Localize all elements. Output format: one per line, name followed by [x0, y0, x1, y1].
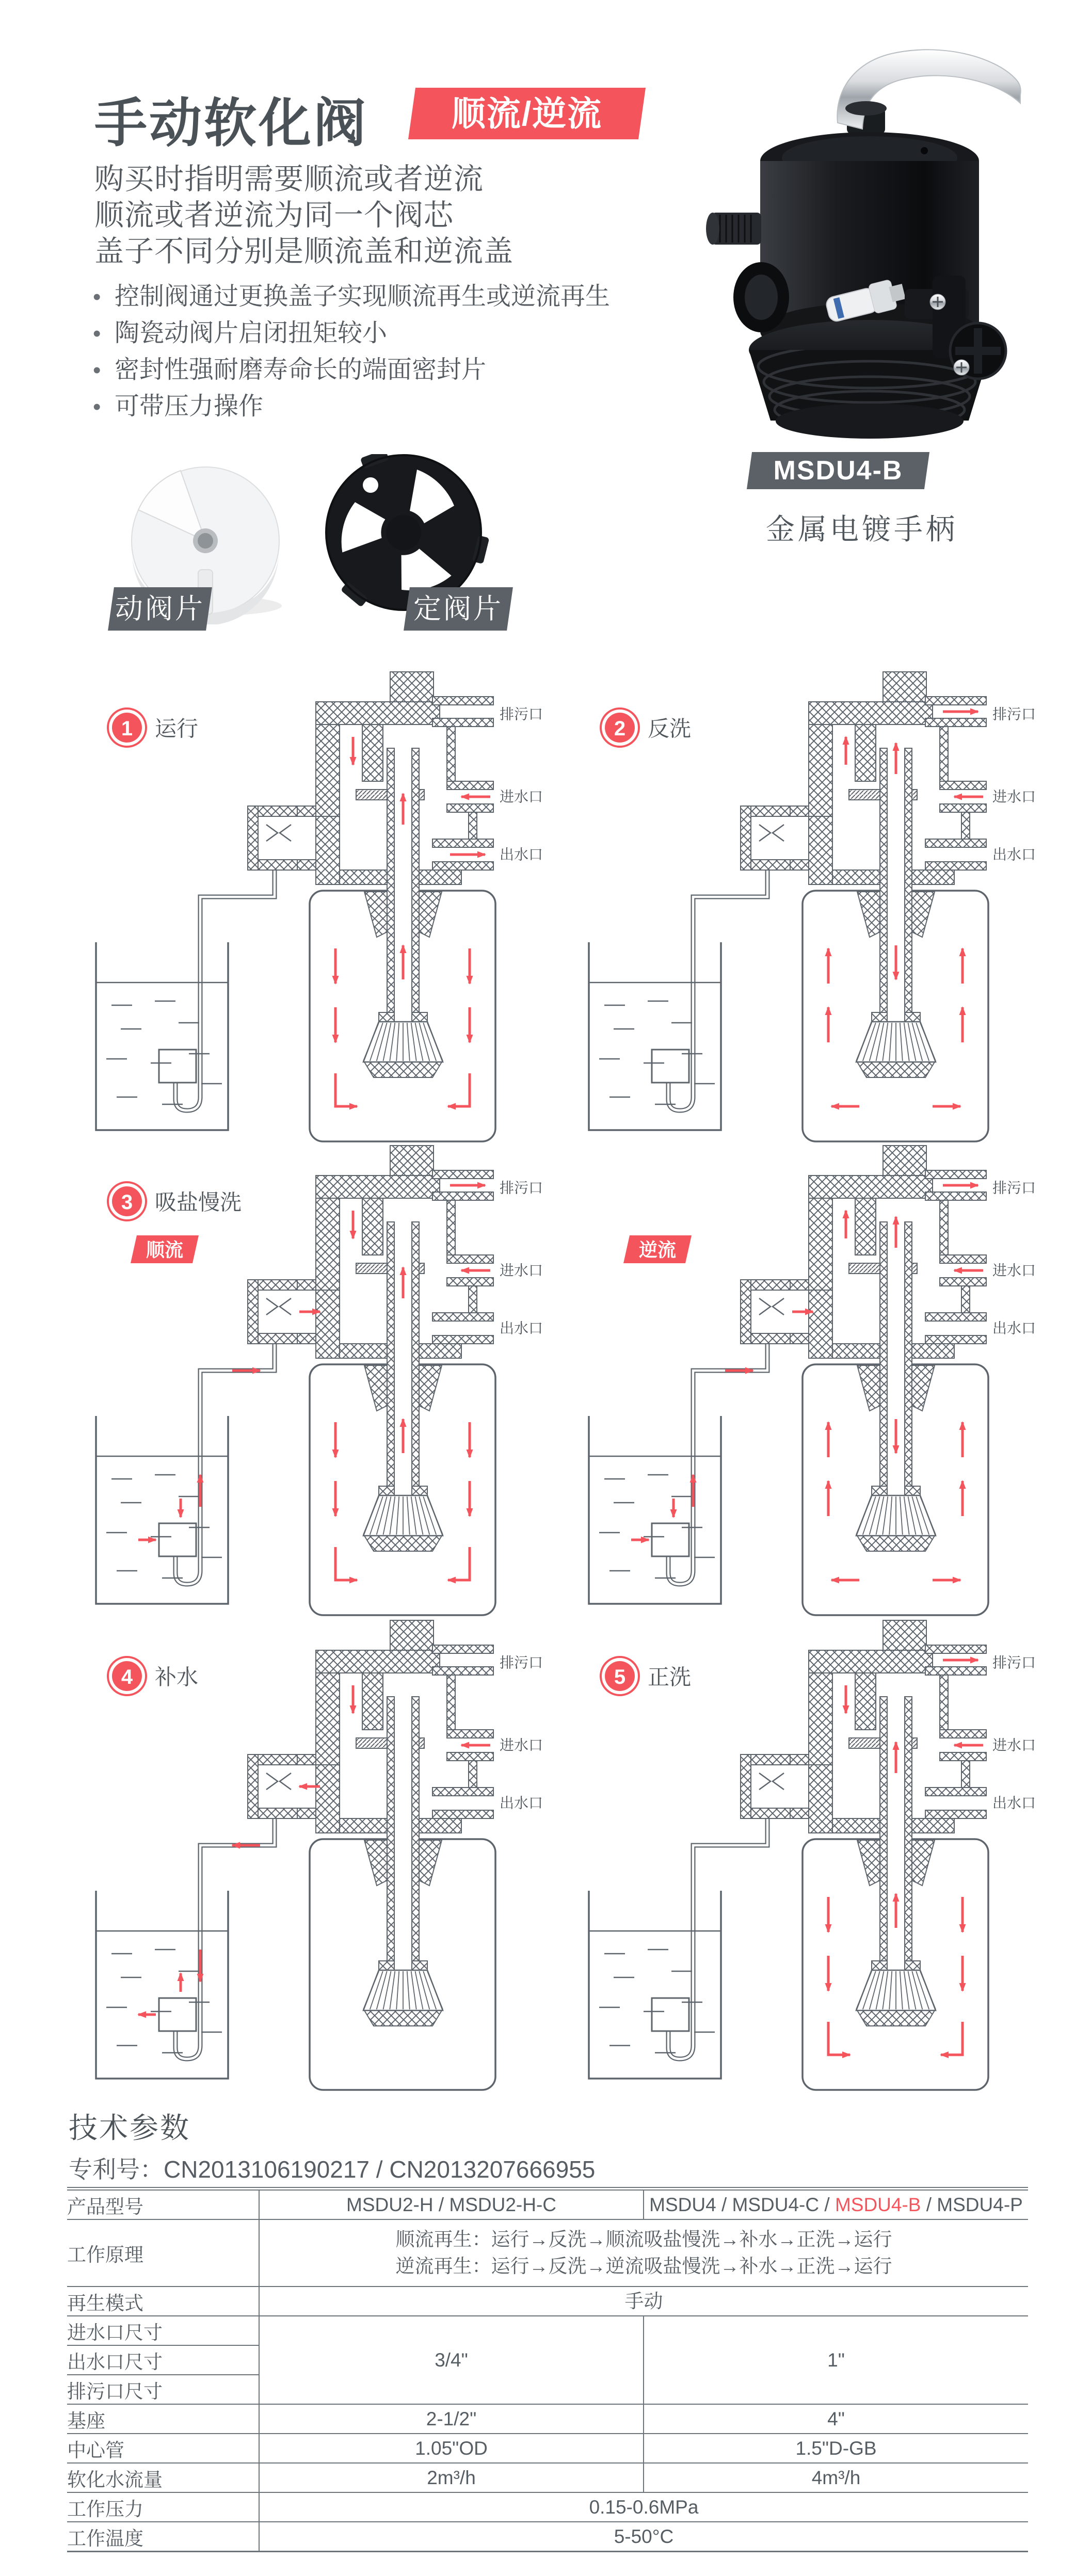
port-label-outlet: 出水口	[500, 1795, 543, 1811]
valve-section	[940, 727, 948, 781]
port-label-inlet: 进水口	[992, 1262, 1036, 1279]
spec-value-line: 5-50°C	[614, 2525, 674, 2547]
model-badge	[747, 452, 929, 489]
valve-section	[832, 1818, 880, 1833]
strainer-base	[364, 1062, 442, 1077]
valve-section	[432, 839, 493, 847]
valve-section	[832, 1344, 880, 1358]
valve-section	[809, 1290, 832, 1358]
port-label-drain: 排污口	[500, 706, 543, 722]
valve-section	[432, 718, 493, 727]
port-label-outlet: 出水口	[992, 1320, 1036, 1337]
injector-venturi	[266, 1773, 278, 1790]
spec-value-line: 逆流再生：运行→反洗→逆流吸盐慢洗→补水→正洗→运行	[395, 2256, 892, 2277]
valve-section	[809, 725, 832, 825]
injector-venturi	[759, 1773, 771, 1790]
valve-section	[925, 839, 986, 847]
spec-value-cell	[644, 2434, 1028, 2463]
port-label-inlet: 进水口	[500, 1737, 543, 1753]
spec-value-part: 1"	[827, 2349, 845, 2371]
spec-row-label: 出水口尺寸	[67, 2345, 259, 2375]
valve-section	[872, 1486, 887, 1495]
valve-handle-icon	[837, 50, 1020, 134]
valve-section	[447, 1255, 493, 1263]
valve-section	[316, 1765, 340, 1833]
valve-section	[432, 1170, 493, 1179]
spec-row-label: 进水口尺寸	[67, 2316, 259, 2345]
valve-section	[905, 748, 912, 1012]
brine-tank	[589, 1416, 721, 1604]
spec-value-part: / MSDU4-P	[921, 2194, 1023, 2215]
valve-section	[883, 672, 926, 702]
port-label-drain: 排污口	[992, 1180, 1036, 1196]
feature-list	[93, 279, 610, 425]
valve-section	[905, 1012, 920, 1022]
valve-section	[248, 806, 258, 870]
spec-value-cell	[644, 2463, 1028, 2492]
valve-section	[880, 1697, 887, 1961]
page-title: 手动软化阀	[94, 94, 368, 153]
spec-row-label: 工作温度	[67, 2522, 259, 2552]
valve-section	[362, 1673, 383, 1730]
step-label: 补水	[155, 1665, 199, 1689]
brine-tank	[589, 1891, 721, 2079]
valve-section	[297, 1754, 316, 1765]
valve-section	[925, 697, 986, 705]
port-label-drain: 排污口	[500, 1180, 543, 1196]
table-row	[67, 2219, 1028, 2287]
valve-section	[248, 1280, 258, 1344]
valve-section	[432, 1645, 493, 1653]
valve-section	[961, 812, 970, 839]
flow-direction-badge-label: 顺流	[146, 1239, 184, 1261]
patent-number: 专利号：CN2013106190217 / CN2013207666955	[69, 2156, 596, 2183]
strainer-base	[857, 1536, 935, 1551]
valve-section	[340, 870, 387, 884]
diagram-step-2	[77, 1145, 563, 1617]
valve-section	[447, 1200, 455, 1255]
intro-line: 盖子不同分别是顺流盖和逆流盖	[94, 235, 514, 268]
valve-section	[925, 1170, 986, 1179]
valve-section	[940, 804, 986, 812]
product-photo	[699, 31, 1030, 454]
valve-section	[447, 1675, 455, 1730]
spec-value-part: 4m³/h	[811, 2467, 861, 2488]
valve-section	[883, 1620, 926, 1650]
spec-value-part: MSDU2-H / MSDU2-H-C	[346, 2194, 556, 2215]
valve-section	[316, 816, 340, 884]
valve-section	[390, 1620, 434, 1650]
feature-item: • 陶瓷动阀片启闭扭矩较小	[93, 315, 610, 352]
brine-valve-block	[652, 1050, 689, 1083]
spec-row-label: 产品型号	[67, 2189, 259, 2220]
spec-value-cell	[644, 2404, 1028, 2434]
valve-section	[447, 1278, 493, 1286]
valve-section	[940, 1278, 986, 1286]
valve-section	[809, 1765, 832, 1833]
spec-value-cell	[259, 2492, 1028, 2522]
port-label-outlet: 出水口	[992, 1795, 1036, 1811]
valve-section	[905, 1222, 912, 1486]
brine-tank	[96, 942, 228, 1130]
valve-section	[379, 1012, 394, 1022]
intro-line: 顺流或者逆流为同一个阀芯	[94, 199, 454, 232]
valve-section	[741, 806, 751, 870]
spec-value-cell	[259, 2404, 644, 2434]
port-label-outlet: 出水口	[500, 846, 543, 863]
valve-section	[316, 1198, 340, 1298]
valve-section	[248, 1754, 258, 1818]
feature-item: • 控制阀通过更换盖子实现顺流再生或逆流再生	[93, 279, 610, 315]
valve-section	[447, 1730, 493, 1738]
valve-section	[469, 1761, 477, 1788]
spec-value-cell	[259, 2316, 644, 2404]
spec-value-cell	[644, 2316, 1028, 2404]
valve-section	[412, 748, 419, 1012]
diagram-step-3	[570, 1145, 1055, 1617]
spec-row-label: 再生模式	[67, 2287, 259, 2316]
table-row	[67, 2492, 1028, 2522]
valve-section	[432, 697, 493, 705]
spec-value-cell	[259, 2522, 1028, 2552]
valve-section	[340, 1344, 387, 1358]
valve-section	[387, 1697, 394, 1961]
valve-section	[414, 1818, 461, 1833]
valve-section	[907, 1818, 954, 1833]
valve-section	[940, 1200, 948, 1255]
valve-section	[316, 1673, 340, 1773]
port-label-inlet: 进水口	[500, 788, 543, 805]
valve-section	[790, 1280, 809, 1290]
valve-section	[809, 1176, 933, 1198]
valve-section	[390, 672, 434, 702]
valve-section	[432, 1810, 493, 1818]
flow-mode-badge	[408, 88, 646, 139]
valve-section	[880, 748, 887, 1012]
valve-section	[855, 1198, 876, 1255]
valve-section	[362, 725, 383, 781]
spec-value-cell	[259, 2219, 1028, 2287]
spec-row-label: 中心管	[67, 2434, 259, 2463]
valve-section	[412, 1961, 427, 1970]
spec-value-part: 3/4"	[435, 2349, 468, 2371]
valve-section	[809, 1650, 933, 1673]
valve-section	[790, 1808, 809, 1818]
specs-section-title: 技术参数	[69, 2112, 190, 2144]
port-label-inlet: 进水口	[992, 788, 1036, 805]
step-label: 正洗	[648, 1665, 692, 1689]
valve-section	[790, 860, 809, 870]
valve-section	[469, 1286, 477, 1313]
table-row	[67, 2404, 1028, 2434]
valve-section	[387, 748, 394, 1012]
injector-venturi	[266, 1298, 278, 1315]
spec-value-line: 手动	[624, 2290, 663, 2312]
table-row	[67, 2287, 1028, 2316]
valve-section	[809, 702, 933, 725]
port-label-drain: 排污口	[500, 1654, 543, 1671]
spec-value-cell	[259, 2287, 1028, 2316]
valve-section	[379, 1486, 394, 1495]
port-label-outlet: 出水口	[992, 846, 1036, 863]
fixed-disc-label: 定阀片	[404, 587, 513, 631]
handle-caption: 金属电镀手柄	[766, 513, 958, 545]
table-row	[67, 2189, 1028, 2220]
spec-value-line: 0.15-0.6MPa	[589, 2496, 699, 2518]
strainer-base	[364, 2010, 442, 2026]
valve-section	[412, 1697, 419, 1961]
valve-section	[925, 1788, 986, 1796]
valve-section	[469, 812, 477, 839]
valve-section	[880, 1222, 887, 1486]
brine-valve-block	[159, 1050, 196, 1083]
diagram-step-0	[77, 671, 563, 1143]
valve-section	[412, 1486, 427, 1495]
valve-section	[925, 1645, 986, 1653]
table-row	[67, 2316, 1028, 2345]
valve-section	[925, 1810, 986, 1818]
step-number: 1	[121, 717, 133, 740]
valve-section	[741, 1280, 751, 1344]
valve-section	[883, 1146, 926, 1176]
brine-valve-block	[652, 1998, 689, 2031]
bullet-icon: •	[93, 358, 101, 383]
spec-value-cell	[259, 2189, 644, 2220]
step-number: 2	[614, 717, 626, 740]
bullet-icon: •	[93, 394, 101, 420]
valve-section	[412, 1012, 427, 1022]
valve-section	[809, 1198, 832, 1298]
valve-section	[832, 870, 880, 884]
valve-section	[905, 1961, 920, 1970]
specs-table-container	[67, 2187, 1028, 2552]
valve-section	[925, 1313, 986, 1321]
valve-section	[412, 1222, 419, 1486]
spec-value-cell	[644, 2189, 1028, 2220]
port-label-drain: 排污口	[992, 1654, 1036, 1671]
bullet-icon: •	[93, 321, 101, 346]
valve-section	[790, 1333, 809, 1344]
valve-section	[447, 781, 493, 790]
spec-value-part: 2-1/2"	[426, 2408, 477, 2429]
flow-mode-badge-label: 顺流/逆流	[451, 94, 603, 133]
port-label-inlet: 进水口	[992, 1737, 1036, 1753]
valve-section	[387, 1222, 394, 1486]
valve-section	[809, 816, 832, 884]
valve-section	[940, 1752, 986, 1761]
diagram-step-4	[77, 1619, 563, 2091]
valve-section	[362, 1198, 383, 1255]
table-row	[67, 2463, 1028, 2492]
feature-item: • 密封性强耐磨寿命长的端面密封片	[93, 352, 610, 389]
valve-section	[432, 1667, 493, 1675]
table-row	[67, 2434, 1028, 2463]
port-label-outlet: 出水口	[500, 1320, 543, 1337]
brine-tank	[589, 942, 721, 1130]
valve-section	[940, 1255, 986, 1263]
spec-value-part: 4"	[827, 2408, 845, 2429]
port-label-inlet: 进水口	[500, 1262, 543, 1279]
flow-direction-badge-label: 逆流	[638, 1239, 677, 1261]
valve-section	[940, 1675, 948, 1730]
brine-tank	[96, 1416, 228, 1604]
valve-section	[872, 1012, 887, 1022]
valve-section	[940, 781, 986, 790]
moving-disc-label: 动阀片	[108, 587, 212, 631]
fixed-disc-image	[324, 454, 489, 610]
valve-section	[961, 1286, 970, 1313]
injector-venturi	[759, 1298, 771, 1315]
valve-section	[432, 1335, 493, 1344]
spec-row-label: 基座	[67, 2404, 259, 2434]
valve-section	[316, 1650, 440, 1673]
valve-section	[790, 1754, 809, 1765]
valve-section	[316, 725, 340, 825]
valve-section	[379, 1961, 394, 1970]
valve-section	[940, 1730, 986, 1738]
valve-section	[432, 1192, 493, 1200]
injector-venturi	[759, 825, 771, 841]
valve-section	[297, 806, 316, 816]
valve-section	[855, 725, 876, 781]
step-label: 运行	[155, 716, 199, 741]
step-number: 4	[121, 1666, 133, 1688]
spec-row-label: 软化水流量	[67, 2463, 259, 2492]
step-label: 吸盐慢洗	[155, 1190, 242, 1215]
strainer-base	[364, 1536, 442, 1551]
spec-value-part: 1.05"OD	[415, 2437, 488, 2459]
spec-value-line: 顺流再生：运行→反洗→顺流吸盐慢洗→补水→正洗→运行	[395, 2229, 892, 2250]
brine-valve-block	[652, 1523, 689, 1556]
valve-section	[872, 1961, 887, 1970]
brine-valve-block	[159, 1523, 196, 1556]
valve-section	[741, 1754, 751, 1818]
spec-row-label: 工作原理	[67, 2219, 259, 2287]
valve-section	[432, 1788, 493, 1796]
valve-section	[316, 1176, 440, 1198]
brine-tank	[96, 1891, 228, 2079]
port-label-drain: 排污口	[992, 706, 1036, 722]
valve-section	[414, 1344, 461, 1358]
valve-section	[447, 1752, 493, 1761]
valve-section	[961, 1761, 970, 1788]
valve-section	[907, 870, 954, 884]
valve-section	[905, 1486, 920, 1495]
valve-section	[790, 806, 809, 816]
diagram-step-1	[570, 671, 1055, 1143]
valve-section	[297, 1333, 316, 1344]
valve-section	[340, 1818, 387, 1833]
valve-section	[925, 1192, 986, 1200]
valve-section	[925, 862, 986, 870]
valve-section	[316, 702, 440, 725]
spec-value-part: 1.5"D-GB	[795, 2437, 877, 2459]
valve-section	[432, 862, 493, 870]
spec-value-part: MSDU4 / MSDU4-C /	[649, 2194, 835, 2215]
spec-value-highlight: MSDU4-B	[835, 2194, 921, 2215]
valve-section	[905, 1697, 912, 1961]
diagram-step-5	[570, 1619, 1055, 2091]
spec-value-part: 2m³/h	[427, 2467, 476, 2488]
valve-section	[447, 804, 493, 812]
valve-section	[316, 1290, 340, 1358]
injector-venturi	[266, 825, 278, 841]
bullet-icon: •	[93, 284, 101, 310]
valve-section	[925, 1667, 986, 1675]
valve-section	[925, 718, 986, 727]
feature-item: • 可带压力操作	[93, 389, 610, 425]
valve-section	[925, 1335, 986, 1344]
model-badge-label: MSDU4-B	[773, 456, 903, 486]
strainer-base	[857, 1062, 935, 1077]
specs-table	[67, 2187, 1028, 2552]
valve-section	[414, 870, 461, 884]
valve-section	[447, 727, 455, 781]
strainer-base	[857, 2010, 935, 2026]
step-number: 3	[121, 1191, 133, 1214]
step-label: 反洗	[648, 716, 692, 741]
valve-section	[297, 860, 316, 870]
spec-row-label: 工作压力	[67, 2492, 259, 2522]
spec-row-label: 排污口尺寸	[67, 2375, 259, 2404]
table-row	[67, 2522, 1028, 2552]
spec-value-cell	[259, 2434, 644, 2463]
valve-section	[297, 1280, 316, 1290]
valve-section	[297, 1808, 316, 1818]
valve-section	[809, 1673, 832, 1773]
intro-line: 购买时指明需要顺流或者逆流	[94, 163, 484, 196]
brine-valve-block	[159, 1998, 196, 2031]
step-number: 5	[614, 1666, 626, 1688]
intro-text	[94, 161, 514, 269]
valve-section	[855, 1673, 876, 1730]
valve-section	[390, 1146, 434, 1176]
valve-section	[432, 1313, 493, 1321]
spec-value-cell	[259, 2463, 644, 2492]
valve-section	[907, 1344, 954, 1358]
